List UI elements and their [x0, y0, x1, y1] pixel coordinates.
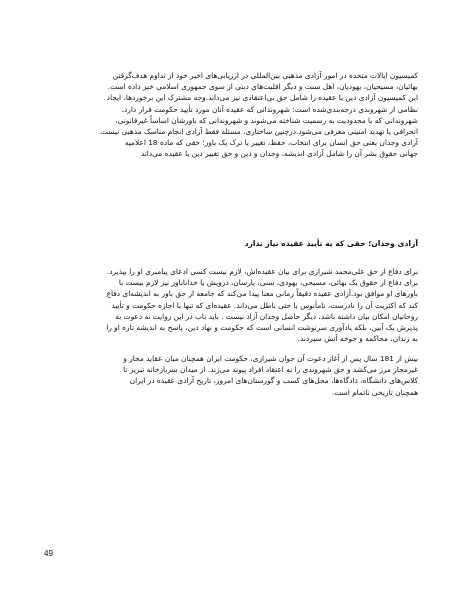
- text-line: نظامی از شهروندی درجه‌بندی‌شده است: شهروندانی که عقیده آنان مورد تأیید حکومت قرار دارد،: [121, 104, 418, 114]
- text-line: بیش از 181 سال پس از آغاز دعوت آن جوان شیرازی، حکومت ایران همچنان میان عقاید مجاز و: [123, 354, 418, 363]
- section-heading: آزادی وجدان؛ حقی که به تأیید عقیده نیاز ندارد: [244, 239, 418, 248]
- text-line: به زندان، محاکمه و جوخه آتش سپردند.: [297, 334, 418, 344]
- text-line: کند که اکثریت آن را نادرست، نامأنوس یا حتی باطل می‌داند. عقیده‌ای که تنها با اجازه حکومت و تأیید: [111, 300, 418, 310]
- paragraph-freedom-of-conscience: [44, 266, 418, 344]
- paragraph-unfinished-history: [44, 353, 418, 398]
- text-line: برای دفاع از حق علی‌محمد شیرازی برای بیان عقیده‌اش، لازم نیست کسی ادعای پیامبری او را بپذیرد.: [106, 267, 418, 276]
- text-line: جهانی حقوق بشر آن را شامل آزادی اندیشه، وجدان و دین و حق تغییر دین یا عقیده می‌داند: [140, 149, 418, 159]
- text-line: باورهای او موافق بود.آزادی عقیده دقیقاً زمانی معنا پیدا می‌کند که جامعه از حق باور به اندیشه‌ای دفاع: [106, 289, 418, 299]
- text-line: برای دفاع از حقوق یک بهائی، مسیحی، یهودی، سنی، یارسان، درویش یا خداناباور نیز لازم نیست با: [118, 278, 418, 288]
- text-line: شهروندانی که با محدودیت به رسمیت شناخته می‌شوند و شهروندانی که باورشان اساساً غیرقانونی،: [115, 115, 418, 125]
- page-number: 49: [44, 549, 53, 558]
- paragraph-uscirf: [44, 70, 418, 160]
- text-line: این کمیسیون آزادی دین یا عقیده را شامل حق بی‌اعتقادی نیز می‌داند.وجه مشترک این برخوردها، ایجاد: [106, 93, 418, 103]
- text-line: کلاس‌های دانشگاه، دادگاه‌ها، محل‌های کسب و گورستان‌های امروز، تاریخ آزادی عقیده در ایران: [129, 376, 418, 386]
- text-line: انحرافی یا تهدید امنیتی معرفی می‌شود.درچنین ساختاری، مسئله فقط آزادی انجام مناسک مذهبی نیست.: [98, 127, 418, 137]
- text-line: بهائیان، مسیحیان، یهودیان، اهل سنت و دیگر اقلیت‌های دینی از سوی جمهوری اسلامی خبر داده است.: [107, 82, 418, 92]
- text-line: پذیرش یک آیین، بلکه یادآوری سرنوشت انسانی است که حکومت و نهاد دین، پاسخ به اندیشه تازه او را: [106, 323, 418, 333]
- text-line: غیرمجاز مرز می‌کشد و حق شهروندی را به اعتقاد افراد پیوند می‌زند. از میدان سربازخانه تبریز تا: [123, 365, 418, 375]
- text-line: روحانیان امکان بیان داشته باشد، دیگر حاصل وجدان آزاد نیست . باید باب در این روایت نه دعوت به: [115, 311, 418, 321]
- text-line: کمیسیون ایالات متحده در امور آزادی مذهبی بین‌المللی در ارزیابی‌های اخیر خود از تداوم هدف‌گرفتن: [112, 71, 418, 80]
- text-line: همچنان تاریخی ناتمام است.: [331, 387, 418, 397]
- text-line: آزادی وجدان یعنی حق انسان برای انتخاب، حفظ، تغییر یا ترک یک باور؛ حقی که ماده 18 اعلامیه: [124, 138, 418, 148]
